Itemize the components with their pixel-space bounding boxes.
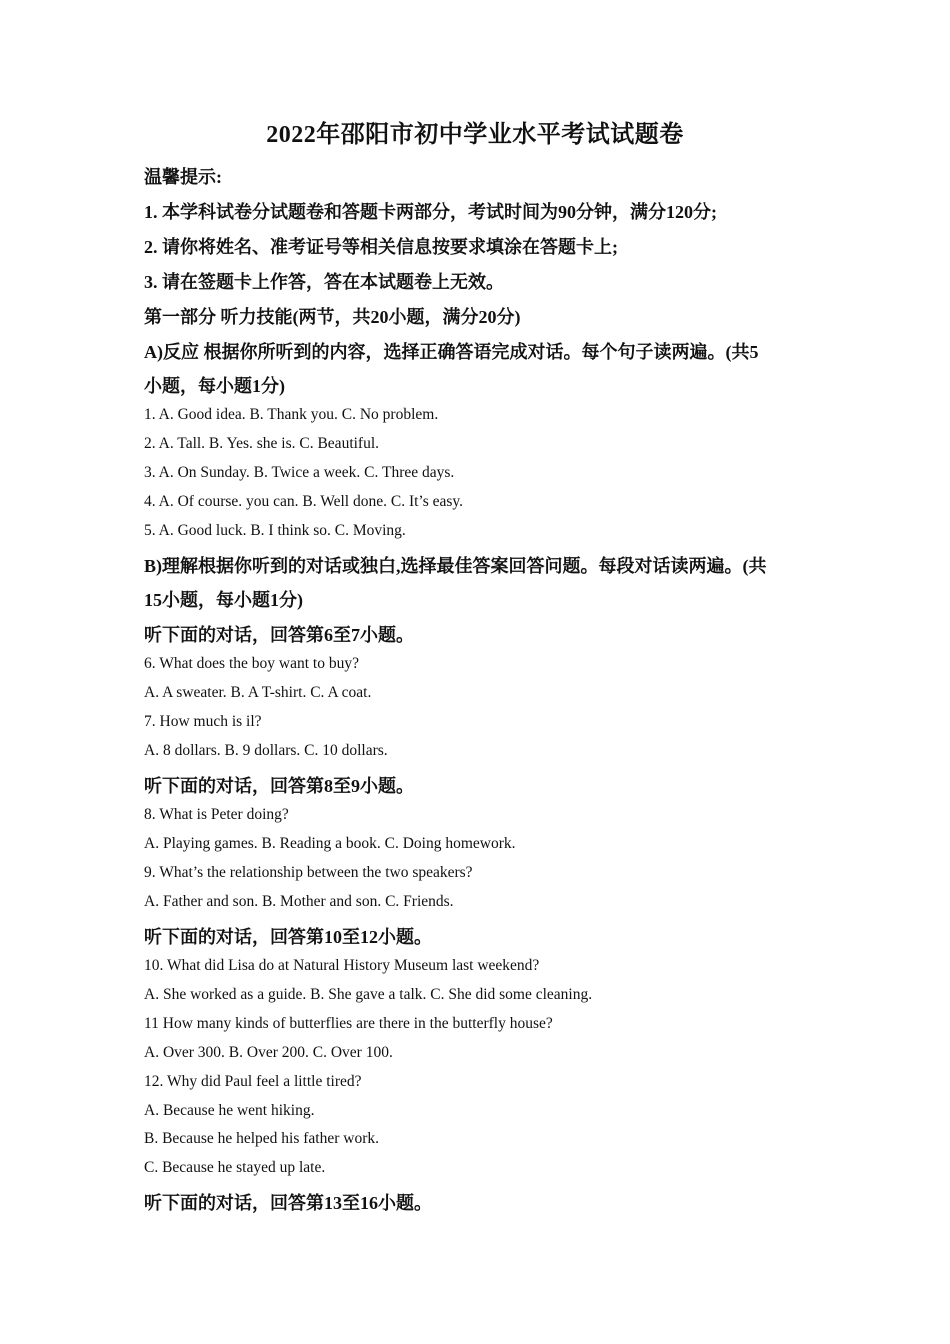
section-b-heading: B)理解根据你听到的对话或独白,选择最佳答案回答问题。每段对话读两遍。(共 [144, 556, 767, 576]
question-line: 1. A. Good idea. B. Thank you. C. No problem. [144, 406, 439, 423]
group-heading: 听下面的对话，回答第8至9小题。 [144, 776, 414, 796]
question-line: 6. What does the boy want to buy? [144, 655, 359, 672]
question-line: 8. What is Peter doing? [144, 806, 289, 823]
question-line: 2. A. Tall. B. Yes. she is. C. Beautiful. [144, 435, 380, 452]
notice-heading: 温馨提示: [144, 167, 222, 187]
question-line: A. Playing games. B. Reading a book. C. Doing homework. [144, 835, 516, 852]
notice-item: 2. 请你将姓名、准考证号等相关信息按要求填涂在答题卡上; [144, 237, 618, 257]
section-b-heading-cont: 15小题，每小题1分) [144, 590, 303, 610]
question-line: A. Because he went hiking. [144, 1102, 315, 1119]
question-line: A. Over 300. B. Over 200. C. Over 100. [144, 1044, 393, 1061]
question-line: 12. Why did Paul feel a little tired? [144, 1073, 362, 1090]
question-line: A. Father and son. B. Mother and son. C. Friends. [144, 893, 454, 910]
section-a-heading: A)反应 根据你所听到的内容，选择正确答语完成对话。每个句子读两遍。(共5 [144, 342, 759, 362]
question-line: 5. A. Good luck. B. I think so. C. Moving. [144, 522, 406, 539]
question-line: A. 8 dollars. B. 9 dollars. C. 10 dollars. [144, 742, 388, 759]
question-line: 4. A. Of course. you can. B. Well done. C. It’s easy. [144, 493, 464, 510]
notice-item: 1. 本学科试卷分试题卷和答题卡两部分，考试时间为90分钟，满分120分; [144, 202, 717, 222]
exam-title: 2022年邵阳市初中学业水平考试试题卷 [266, 122, 684, 148]
section-a-heading-cont: 小题，每小题1分) [144, 376, 285, 396]
group-heading: 听下面的对话，回答第10至12小题。 [144, 927, 432, 947]
question-line: A. She worked as a guide. B. She gave a talk. C. She did some cleaning. [144, 986, 593, 1003]
question-line: A. A sweater. B. A T-shirt. C. A coat. [144, 684, 372, 701]
group-heading: 听下面的对话，回答第13至16小题。 [144, 1193, 432, 1213]
question-line: 11 How many kinds of butterflies are there in the butterfly house? [144, 1015, 553, 1032]
question-line: B. Because he helped his father work. [144, 1130, 380, 1147]
part1-heading: 第一部分 听力技能(两节，共20小题，满分20分) [144, 307, 521, 327]
question-line: 10. What did Lisa do at Natural History Museum last weekend? [144, 957, 540, 974]
question-line: 7. How much is il? [144, 713, 262, 730]
question-line: C. Because he stayed up late. [144, 1159, 326, 1176]
question-line: 3. A. On Sunday. B. Twice a week. C. Three days. [144, 464, 455, 481]
group-heading: 听下面的对话，回答第6至7小题。 [144, 625, 414, 645]
notice-item: 3. 请在签题卡上作答，答在本试题卷上无效。 [144, 272, 504, 292]
question-line: 9. What’s the relationship between the two speakers? [144, 864, 473, 881]
